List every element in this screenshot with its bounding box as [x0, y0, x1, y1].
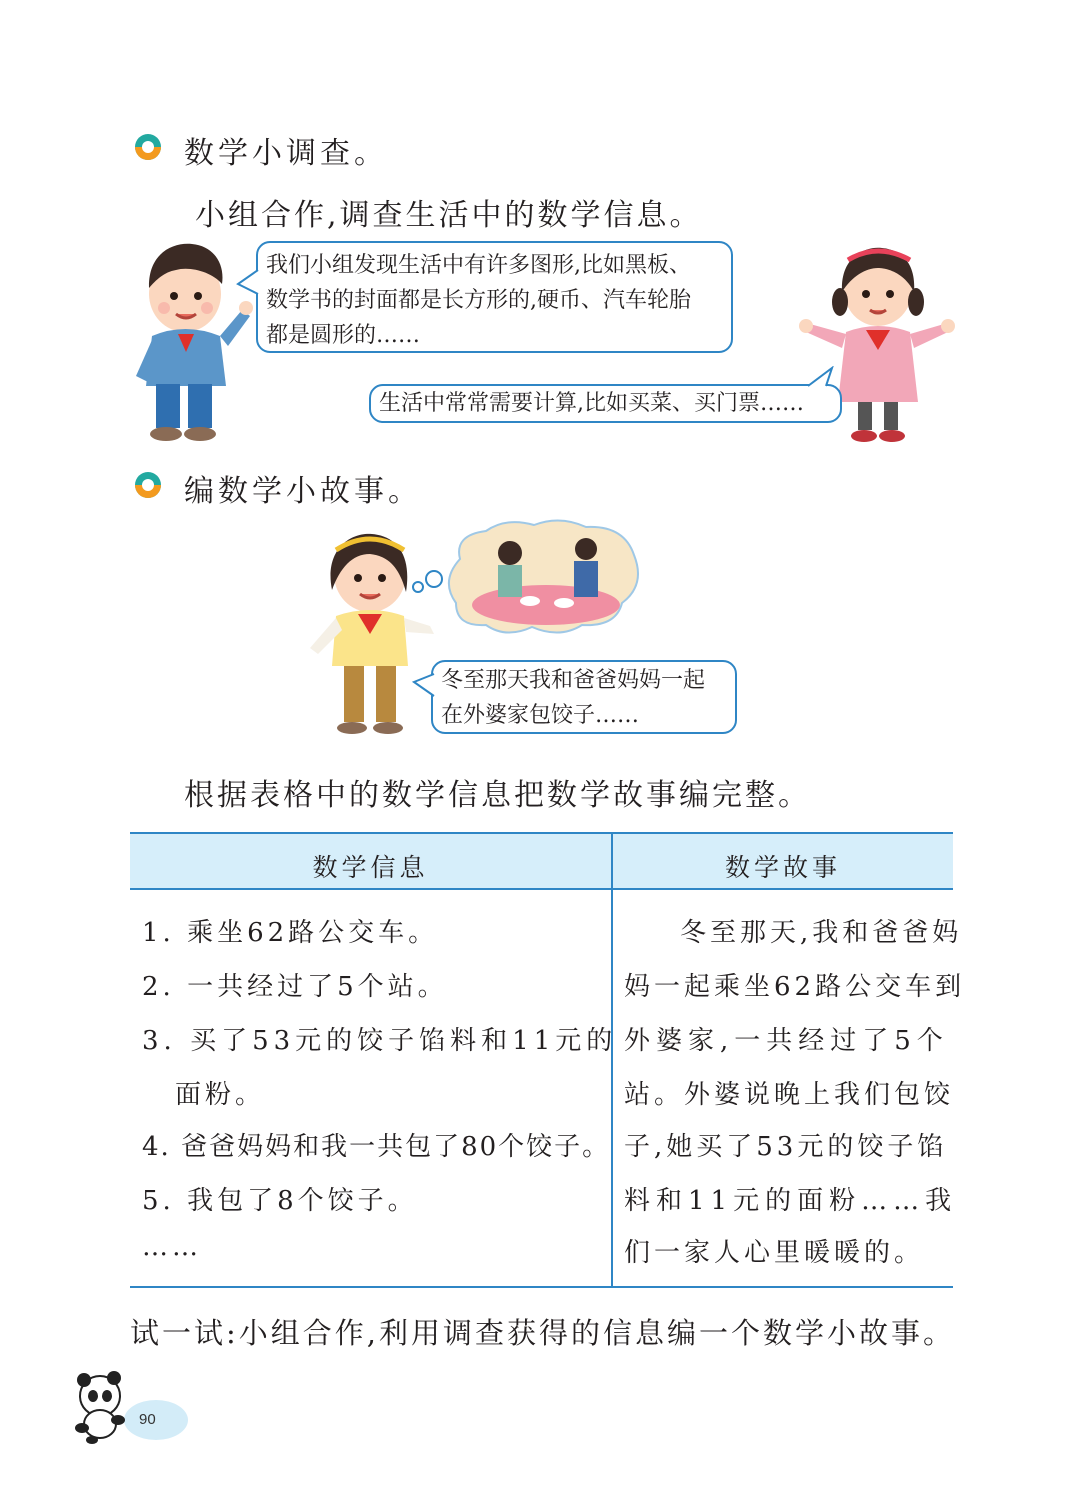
- column-header-math-story: 数学故事: [724, 853, 841, 882]
- bubble-tail: [412, 672, 436, 700]
- story-line: 妈一起乘坐62路公交车到: [624, 972, 966, 1002]
- story-section-title: 编数学小故事。: [184, 474, 422, 509]
- boy-bubble-line: 都是圆形的……: [266, 323, 421, 348]
- try-it-prompt: 试一试:小组合作,利用调查获得的信息编一个数学小故事。: [130, 1316, 955, 1350]
- girl-speech-bubble: [369, 384, 842, 423]
- survey-section-title: 数学小调查。: [184, 136, 388, 171]
- story-bubble-line: 在外婆家包饺子……: [441, 703, 640, 728]
- story-bubble-line: 冬至那天我和爸爸妈妈一起: [441, 668, 706, 693]
- girl-bubble-text: 生活中常常需要计算,比如买菜、买门票……: [379, 391, 804, 416]
- story-speech-bubble: [431, 660, 737, 734]
- section-bullet-icon: [134, 133, 162, 161]
- thought-cloud-illustration: [410, 515, 645, 640]
- info-item: 2. 一共经过了5个站。: [142, 972, 448, 1002]
- boy-speech-bubble: [256, 241, 733, 353]
- bubble-tail: [236, 268, 260, 296]
- math-info-table: [130, 832, 966, 1288]
- boy-bubble-line: 我们小组发现生活中有许多图形,比如黑板、: [266, 253, 691, 278]
- boy-bubble-line: 数学书的封面都是长方形的,硬币、汽车轮胎: [266, 288, 691, 313]
- story-instruction: 根据表格中的数学信息把数学故事编完整。: [184, 778, 811, 813]
- page-number: 90: [139, 1411, 156, 1428]
- story-line: 料和11元的面粉……我: [624, 1186, 958, 1216]
- story-line: 子,她买了53元的饺子馅: [624, 1132, 948, 1162]
- table-bottom-border: [130, 1286, 953, 1288]
- survey-instruction: 小组合作,调查生活中的数学信息。: [195, 198, 703, 233]
- story-line: 站。外婆说晚上我们包饺: [624, 1080, 955, 1110]
- info-item: 1. 乘坐62路公交车。: [142, 918, 439, 948]
- column-divider: [611, 834, 613, 1286]
- panda-page-icon: [70, 1368, 190, 1448]
- info-ellipsis: ……: [142, 1232, 202, 1262]
- story-line: 外婆家,一共经过了5个: [624, 1026, 949, 1056]
- bubble-tail: [806, 366, 834, 388]
- table-header-row: [130, 834, 953, 890]
- section-bullet-icon: [134, 471, 162, 499]
- story-line: 冬至那天,我和爸爸妈: [680, 918, 963, 948]
- info-item: 3. 买了53元的饺子馅料和11元的: [142, 1026, 618, 1056]
- info-item: 5. 我包了8个饺子。: [142, 1186, 418, 1216]
- info-item-continuation: 面粉。: [175, 1080, 266, 1110]
- info-item: 4. 爸爸妈妈和我一共包了80个饺子。: [142, 1132, 611, 1162]
- story-line: 们一家人心里暖暖的。: [624, 1238, 925, 1268]
- column-header-math-info: 数学信息: [312, 853, 429, 882]
